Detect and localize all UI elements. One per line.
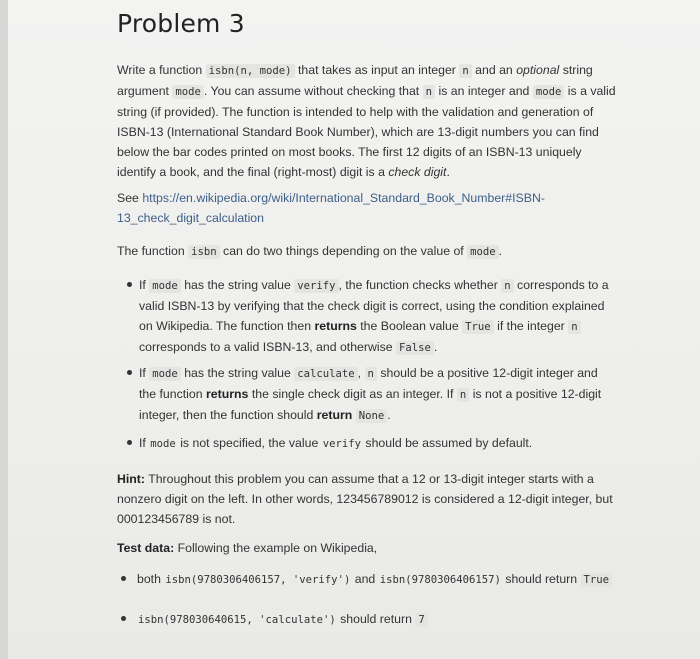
code-verify: verify	[294, 279, 338, 293]
bullet-verify	[139, 275, 614, 358]
code-n: n	[423, 85, 435, 99]
code-mode: mode	[172, 85, 204, 99]
text: should return	[340, 612, 412, 626]
test-bullet-verify	[137, 569, 617, 590]
text: should be assumed by default.	[365, 436, 533, 450]
bullet-dot	[121, 616, 126, 621]
wikipedia-link[interactable]	[117, 191, 545, 225]
text: .	[446, 165, 450, 179]
code-n: n	[501, 279, 513, 293]
code-n: n	[568, 320, 580, 334]
text: .	[387, 408, 391, 422]
link-text-line2: 13_check_digit_calculation	[117, 211, 264, 225]
test-data-text: Following the example on Wikipedia,	[177, 541, 378, 555]
text: corresponds to a valid ISBN-13, and otherwise	[139, 340, 393, 354]
code-mode: mode	[149, 367, 181, 381]
code-none: None	[356, 409, 388, 423]
bullet-dot	[127, 440, 132, 445]
text: string argument	[117, 63, 593, 98]
test-data-paragraph	[117, 538, 617, 558]
text: If	[139, 278, 146, 292]
text: both	[137, 572, 161, 586]
text: has the string value	[184, 278, 291, 292]
code-seven: 7	[415, 613, 427, 627]
code-true: True	[462, 320, 494, 334]
hint-paragraph	[117, 469, 617, 529]
text: .	[498, 244, 503, 258]
text: , the function checks whether	[338, 278, 498, 292]
link-text-line1: https://en.wikipedia.org/wiki/International_Standard_Book_Number#ISBN-	[142, 191, 545, 205]
code-isbn: isbn	[188, 245, 220, 259]
text: and	[354, 572, 376, 586]
text: is not specified, the value	[180, 436, 319, 450]
text: should return	[505, 572, 578, 586]
bullet-dot	[121, 576, 126, 581]
code-isbn-signature: isbn(n, mode)	[206, 64, 295, 78]
bullet-dot	[127, 282, 132, 287]
text: can do two things depending on the value of	[223, 244, 464, 258]
bullet-default	[139, 433, 614, 454]
emphasis-check-digit: check digit	[388, 165, 447, 179]
test-data-label: Test data:	[117, 541, 175, 555]
bold-return: return	[316, 408, 353, 422]
text: has the string value	[184, 366, 291, 380]
emphasis-optional: optional	[516, 63, 560, 77]
code-isbn-verify-call: isbn(9780306406157, 'verify')	[165, 574, 351, 586]
text: is not a positive 12-digit integer, then the function should	[139, 387, 602, 422]
text: if the integer	[497, 319, 565, 333]
text: and an	[475, 63, 513, 77]
text: the single check digit as an integer. If	[251, 387, 454, 401]
see-prefix: See	[117, 191, 139, 205]
text: is a valid string (if provided). The function is intended to help with the validation and generation of ISBN-13 (International Standard Book Number), which are 13-digit numbers you can find below the bar codes printed on most books. The first 12 digits of an ISBN-13 uniquely identify a book, and the final (right-most) digit is a	[117, 84, 616, 179]
code-n: n	[365, 367, 377, 381]
text: ,	[357, 366, 362, 380]
text: that takes as input an integer	[297, 63, 456, 77]
see-paragraph	[117, 188, 617, 228]
code-false: False	[396, 341, 434, 355]
bold-returns: returns	[206, 387, 249, 401]
bullet-dot	[127, 370, 132, 375]
code-calculate: calculate	[294, 367, 357, 381]
text: is an integer and	[438, 84, 530, 98]
text: corresponds to a valid ISBN-13 by verifying that the check digit is correct, using the condition explained on Wikipedia. The function then	[139, 278, 609, 333]
bold-returns: returns	[314, 319, 357, 333]
code-n: n	[459, 64, 471, 78]
text: the Boolean value	[360, 319, 459, 333]
code-verify: verify	[322, 438, 361, 450]
hint-label: Hint:	[117, 472, 145, 486]
code-isbn-default-call: isbn(9780306406157)	[379, 574, 501, 586]
code-n: n	[457, 388, 469, 402]
text: Write a function	[117, 63, 203, 77]
left-gutter	[0, 0, 8, 659]
text: If	[139, 436, 146, 450]
code-mode: mode	[533, 85, 565, 99]
code-mode: mode	[149, 279, 181, 293]
code-mode: mode	[150, 438, 176, 450]
text: If	[139, 366, 146, 380]
hint-text: Throughout this problem you can assume that a 12 or 13-digit integer starts with a nonzero digit on the left. In other words, 123456789012 is considered a 12-digit integer, but 000123456789 is not.	[117, 472, 613, 526]
mode-intro-paragraph	[117, 241, 617, 262]
code-isbn-calculate-call: isbn(978030640615, 'calculate')	[138, 614, 336, 626]
page-title: Problem 3	[117, 9, 245, 38]
test-bullet-calculate	[137, 609, 617, 630]
text: . You can assume without checking that	[203, 84, 420, 98]
text: .	[433, 340, 438, 354]
text: should be a positive 12-digit integer and the function	[139, 366, 598, 401]
code-mode: mode	[467, 245, 499, 259]
bullet-calculate	[139, 363, 614, 426]
code-true: True	[581, 573, 613, 587]
intro-paragraph	[117, 60, 617, 182]
text: The function	[117, 244, 185, 258]
